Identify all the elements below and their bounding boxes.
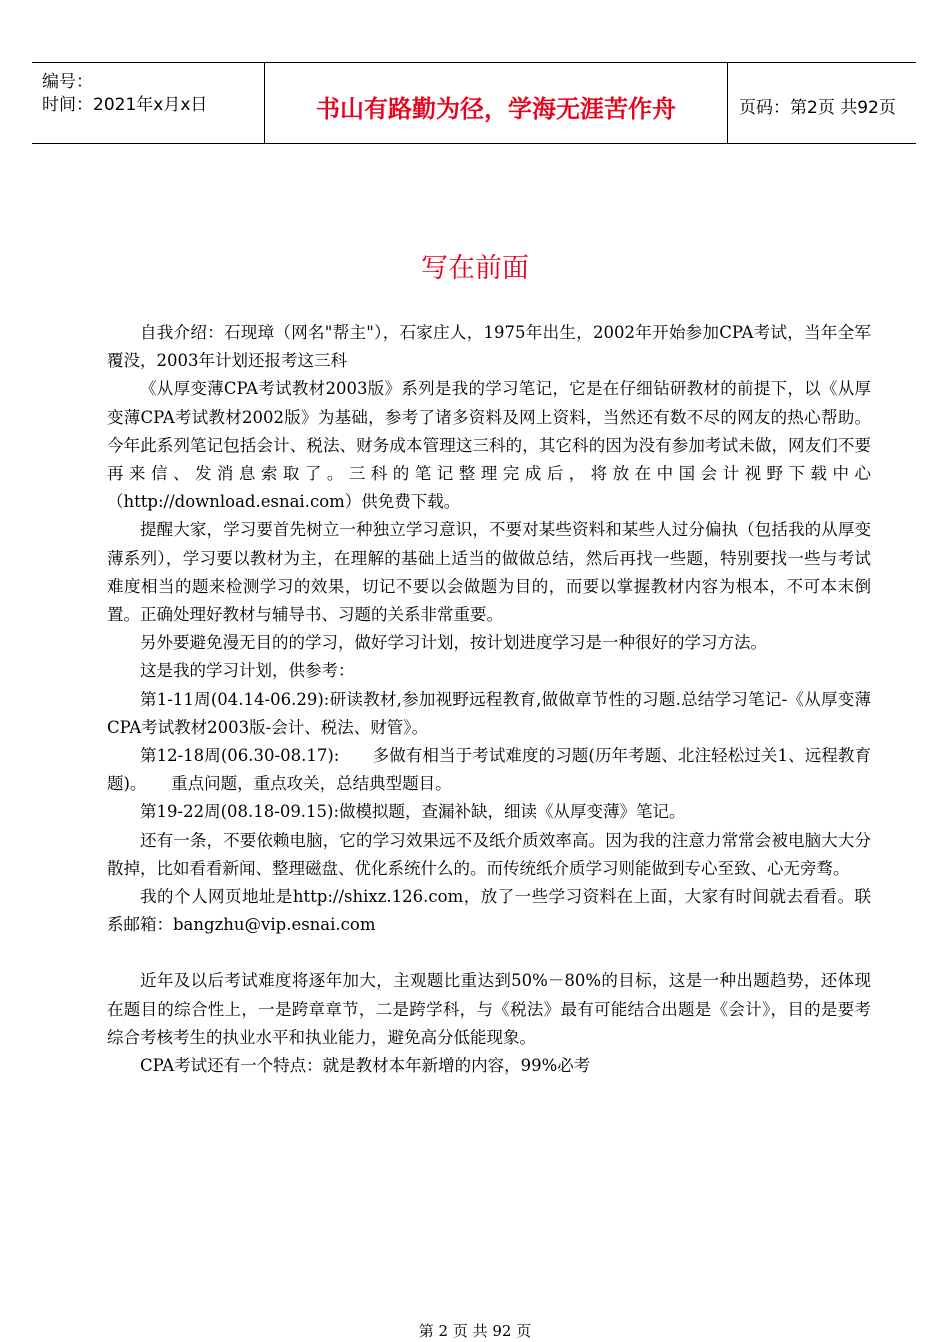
paragraph: 自我介绍：石现璋（网名"帮主"），石家庄人，1975年出生，2002年开始参加CPA考试，当年全军覆没，2003年计划还报考这三科 xyxy=(107,323,871,371)
paragraph: 近年及以后考试难度将逐年加大，主观题比重达到50%－80%的目标，这是一种出题趋势，还体现在题目的综合性上，一是跨章章节，二是跨学科，与《税法》最有可能结合出题是《会计》，目的是要考综合考核考生的执业水平和执业能力，避免高分低能现象。 xyxy=(107,971,871,1047)
page-header xyxy=(32,62,916,144)
header-motto-cell xyxy=(264,63,728,143)
paragraph: 第1-11周(04.14-06.29):研读教材,参加视野远程教育,做做章节性的习题.总结学习笔记-《从厚变薄CPA考试教材2003版-会计、税法、财管》。 xyxy=(107,689,871,737)
page-footer: 第 2 页 共 92 页 xyxy=(418,1322,532,1340)
number-label: 编号： xyxy=(42,72,93,92)
paragraph: 另外要避免漫无目的的学习，做好学习计划，按计划进度学习是一种很好的学习方法。 xyxy=(140,633,767,653)
paragraph: 第12-18周(06.30-08.17): 多做有相当于考试难度的习题(历年考题、北注轻松过关1、远程教育题)。 重点问题，重点攻关，总结典型题目。 xyxy=(107,746,871,794)
page-title: 写在前面 xyxy=(421,253,529,284)
header-motto: 书山有路勤为径，学海无涯苦作舟 xyxy=(316,95,676,123)
paragraph: 还有一条，不要依赖电脑，它的学习效果远不及纸介质效率高。因为我的注意力常常会被电脑大大分散掉，比如看看新闻、整理磁盘、优化系统什么的。而传统纸介质学习则能做到专心至致、心无旁骛。 xyxy=(107,830,871,878)
header-page-info: 页码：第2页 共92页 xyxy=(739,98,896,118)
paragraph: 提醒大家，学习要首先树立一种独立学习意识，不要对某些资料和某些人过分偏执（包括我的从厚变薄系列），学习要以教材为主，在理解的基础上适当的做做总结，然后再找一些题，特别要找一些与考试难度相当的题来检测学习的效果，切记不要以会做题为目的，而要以掌握教材内容为根本，不可本末倒置。正确处理好教材与辅导书、习题的关系非常重要。 xyxy=(107,520,871,625)
header-meta-cell xyxy=(32,63,264,143)
paragraph: 《从厚变薄CPA考试教材2003版》系列是我的学习笔记，它是在仔细钻研教材的前提下，以《从厚变薄CPA考试教材2002版》为基础，参考了诸多资料及网上资料，当然还有数不尽的网友的热心帮助。今年此系列笔记包括会计、税法、财务成本管理这三科的，其它科的因为没有参加考试未做，网友们不要再来信、发消息索取了。三科的笔记整理完成后，将放在中国会计视野下载中心（http://download.esnai.com）供免费下载。 xyxy=(107,379,871,512)
time-label: 时间：2021年x月x日 xyxy=(42,95,208,115)
paragraph: 我的个人网页地址是http://shixz.126.com，放了一些学习资料在上面，大家有时间就去看看。联系邮箱：bangzhu@vip.esnai.com xyxy=(107,887,871,935)
paragraph: CPA考试还有一个特点：就是教材本年新增的内容，99%必考 xyxy=(140,1056,591,1076)
paragraph: 第19-22周(08.18-09.15):做模拟题，查漏补缺，细读《从厚变薄》笔记。 xyxy=(140,802,686,822)
header-page-cell xyxy=(727,63,916,143)
paragraph: 这是我的学习计划，供参考： xyxy=(140,661,355,681)
body-text xyxy=(107,319,871,1080)
